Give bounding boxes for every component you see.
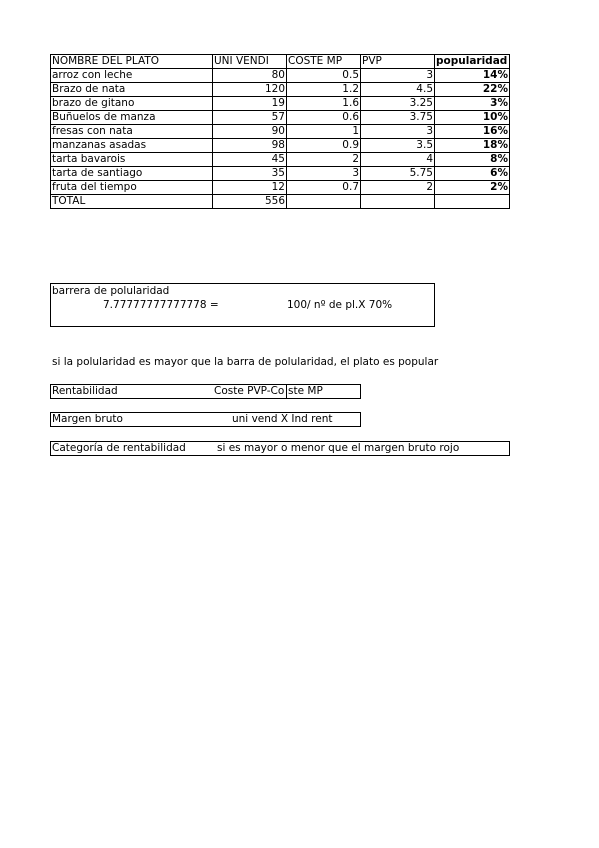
popularity-cell[interactable]: 8% — [435, 153, 510, 167]
header-row — [51, 55, 510, 69]
value-cell[interactable]: 2 — [287, 153, 361, 167]
dish-name-cell[interactable]: brazo de gitano — [51, 97, 213, 111]
margen-formula[interactable]: uni vend X Ind rent — [232, 413, 333, 425]
value-cell[interactable]: 4 — [361, 153, 435, 167]
margen-label[interactable]: Margen bruto — [52, 413, 123, 425]
barrera-formula[interactable]: 100/ nº de pl.X 70% — [287, 299, 393, 311]
cell-divider — [286, 384, 287, 399]
categoria-label[interactable]: Categoría de rentabilidad — [52, 442, 186, 454]
barrera-title[interactable]: barrera de polularidad — [52, 285, 170, 297]
header-cell[interactable]: UNI VENDI — [213, 55, 287, 69]
header-cell[interactable]: PVP — [361, 55, 435, 69]
value-cell[interactable]: 57 — [213, 111, 287, 125]
popularity-cell[interactable]: 22% — [435, 83, 510, 97]
popularity-cell[interactable]: 2% — [435, 181, 510, 195]
table-row — [51, 111, 510, 125]
barrera-box — [50, 283, 435, 327]
dish-name-cell[interactable]: tarta bavarois — [51, 153, 213, 167]
value-cell[interactable]: 4.5 — [361, 83, 435, 97]
popularity-cell[interactable]: 3% — [435, 97, 510, 111]
value-cell[interactable]: 3 — [361, 125, 435, 139]
value-cell[interactable]: 80 — [213, 69, 287, 83]
header-cell[interactable]: popularidad — [435, 55, 510, 69]
dish-name-cell[interactable]: tarta de santiago — [51, 167, 213, 181]
value-cell[interactable]: 3.75 — [361, 111, 435, 125]
total-units[interactable]: 556 — [213, 195, 287, 209]
dish-name-cell[interactable]: Buñuelos de manza — [51, 111, 213, 125]
table-row — [51, 153, 510, 167]
value-cell[interactable]: 0.9 — [287, 139, 361, 153]
dish-name-cell[interactable]: Brazo de nata — [51, 83, 213, 97]
value-cell[interactable]: 3 — [361, 69, 435, 83]
popularity-cell[interactable]: 14% — [435, 69, 510, 83]
popularity-cell[interactable]: 10% — [435, 111, 510, 125]
value-cell[interactable]: 3.25 — [361, 97, 435, 111]
value-cell[interactable]: 0.5 — [287, 69, 361, 83]
value-cell[interactable]: 1.2 — [287, 83, 361, 97]
rentabilidad-label[interactable]: Rentabilidad — [52, 385, 118, 397]
barrera-value[interactable]: 7.77777777777778 = — [103, 299, 219, 311]
empty-cell[interactable] — [361, 195, 435, 209]
value-cell[interactable]: 1 — [287, 125, 361, 139]
table-row — [51, 69, 510, 83]
value-cell[interactable]: 120 — [213, 83, 287, 97]
total-label[interactable]: TOTAL — [51, 195, 213, 209]
value-cell[interactable]: 2 — [361, 181, 435, 195]
value-cell[interactable]: 3.5 — [361, 139, 435, 153]
empty-cell[interactable] — [435, 195, 510, 209]
value-cell[interactable]: 45 — [213, 153, 287, 167]
table-row — [51, 83, 510, 97]
dishes-table — [50, 54, 510, 209]
value-cell[interactable]: 0.6 — [287, 111, 361, 125]
header-cell[interactable]: NOMBRE DEL PLATO — [51, 55, 213, 69]
categoria-formula[interactable]: si es mayor o menor que el margen bruto rojo — [217, 442, 460, 454]
popularity-cell[interactable]: 18% — [435, 139, 510, 153]
table-row — [51, 167, 510, 181]
table-row — [51, 125, 510, 139]
empty-cell[interactable] — [287, 195, 361, 209]
dish-name-cell[interactable]: arroz con leche — [51, 69, 213, 83]
popularity-cell[interactable]: 16% — [435, 125, 510, 139]
dish-name-cell[interactable]: fresas con nata — [51, 125, 213, 139]
rentabilidad-formula-part2[interactable]: ste MP — [288, 385, 323, 397]
value-cell[interactable]: 1.6 — [287, 97, 361, 111]
rentabilidad-box — [50, 384, 361, 399]
value-cell[interactable]: 5.75 — [361, 167, 435, 181]
value-cell[interactable]: 35 — [213, 167, 287, 181]
margen-box — [50, 412, 361, 427]
value-cell[interactable]: 0.7 — [287, 181, 361, 195]
value-cell[interactable]: 98 — [213, 139, 287, 153]
dish-name-cell[interactable]: manzanas asadas — [51, 139, 213, 153]
table-row — [51, 181, 510, 195]
total-row — [51, 195, 510, 209]
value-cell[interactable]: 12 — [213, 181, 287, 195]
popularity-cell[interactable]: 6% — [435, 167, 510, 181]
value-cell[interactable]: 19 — [213, 97, 287, 111]
rentabilidad-formula-part1[interactable]: Coste PVP-Co — [214, 385, 285, 397]
popular-note[interactable]: si la polularidad es mayor que la barra de polularidad, el plato es popular — [52, 356, 439, 368]
table-row — [51, 139, 510, 153]
dish-name-cell[interactable]: fruta del tiempo — [51, 181, 213, 195]
value-cell[interactable]: 90 — [213, 125, 287, 139]
header-cell[interactable]: COSTE MP — [287, 55, 361, 69]
value-cell[interactable]: 3 — [287, 167, 361, 181]
categoria-box — [50, 441, 510, 456]
table-row — [51, 97, 510, 111]
